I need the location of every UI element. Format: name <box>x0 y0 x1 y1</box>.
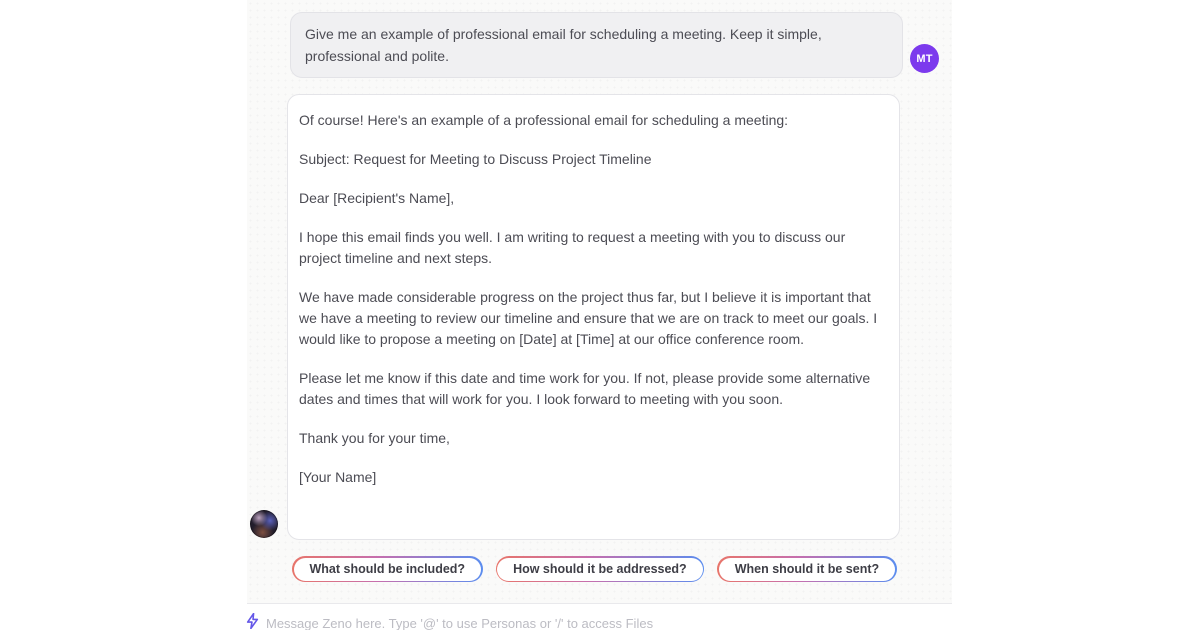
assistant-message-card <box>287 94 900 540</box>
suggestion-chip-label: How should it be addressed? <box>497 558 703 581</box>
user-message-text: Give me an example of professional email for scheduling a meeting. Keep it simple, professional and polite. <box>305 26 822 64</box>
suggested-questions <box>292 556 897 582</box>
lightning-icon <box>246 613 259 629</box>
assistant-paragraph-subject: Subject: Request for Meeting to Discuss Project Timeline <box>299 151 652 167</box>
assistant-paragraph-body-1: I hope this email finds you well. I am writing to request a meeting with you to discuss our project timeline and next steps. <box>299 229 846 266</box>
composer-placeholder: Message Zeno here. Type '@' to use Personas or '/' to access Files <box>266 616 654 630</box>
assistant-paragraph-body-3: Please let me know if this date and time work for you. If not, please provide some alternative dates and times that will work for you. I look forward to meeting with you soon. <box>299 370 871 407</box>
suggestion-chip-addressed[interactable] <box>496 556 705 582</box>
suggestion-chip-sent[interactable] <box>717 556 896 582</box>
assistant-paragraph-salutation: Dear [Recipient's Name], <box>299 190 455 206</box>
user-message-bubble <box>290 12 903 78</box>
assistant-paragraph-closing: Thank you for your time, <box>299 430 450 446</box>
assistant-paragraph-signature: [Your Name] <box>299 469 377 485</box>
assistant-paragraph-intro: Of course! Here's an example of a professional email for scheduling a meeting: <box>299 112 789 128</box>
suggestion-chip-label: What should be included? <box>294 558 482 581</box>
assistant-paragraph-body-2: We have made considerable progress on the project thus far, but I believe it is important that we have a meeting to review our timeline and ensure that we are on track to meet our goals. I would like to propose a meeting on [Date] at [Time] at our office conference room. <box>299 289 878 347</box>
suggestion-chip-label: When should it be sent? <box>719 558 895 581</box>
message-input[interactable] <box>246 612 653 630</box>
user-avatar: MT <box>910 44 939 73</box>
assistant-avatar <box>250 510 278 538</box>
suggestion-chip-included[interactable] <box>292 556 483 582</box>
